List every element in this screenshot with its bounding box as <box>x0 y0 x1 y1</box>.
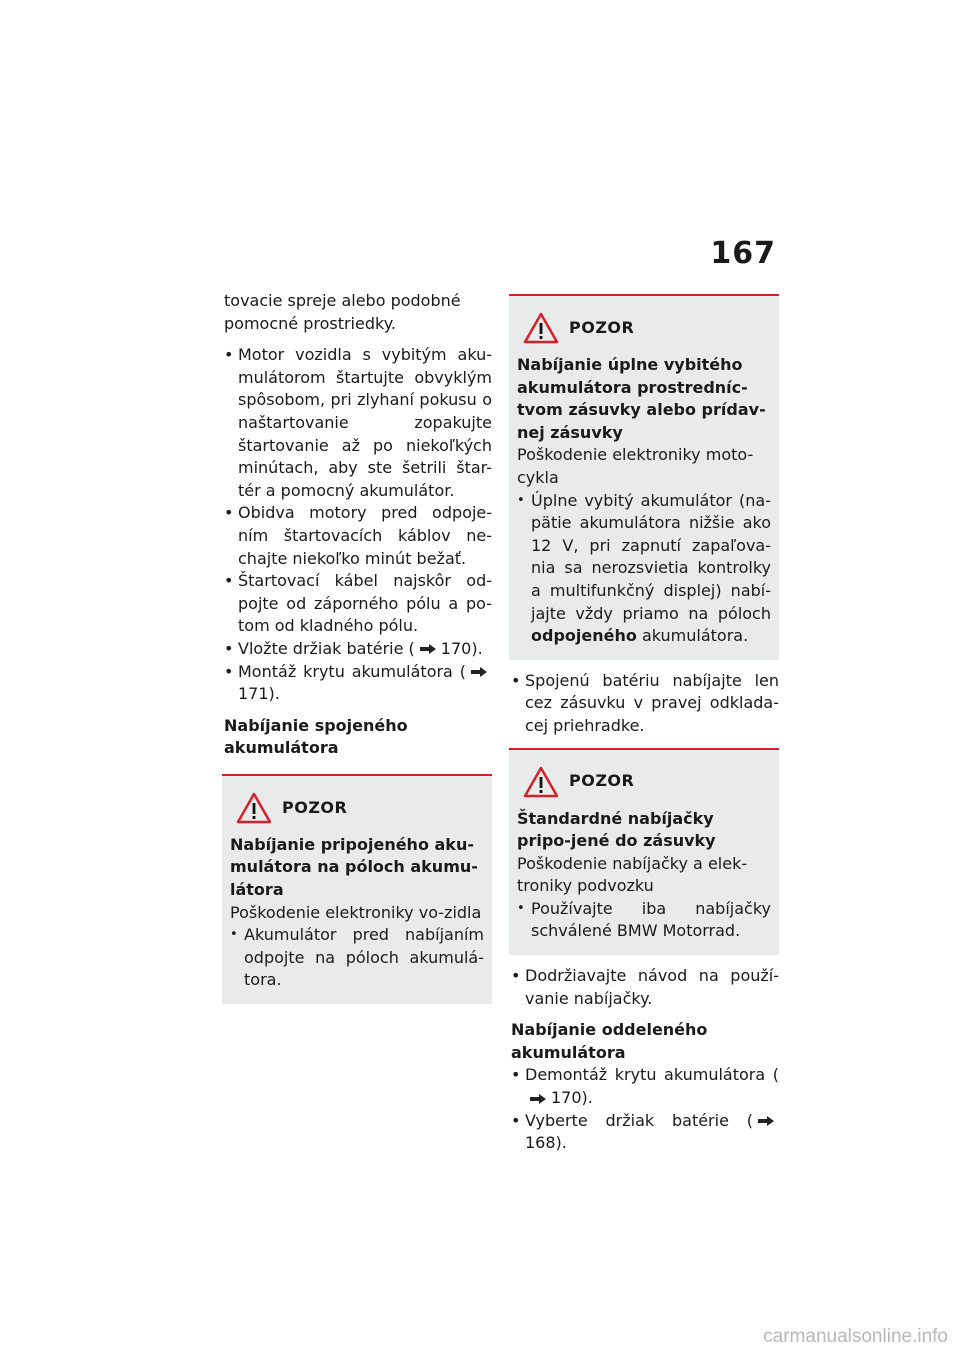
list-item: • Dodržiavajte návod na použí-vanie nabíjačky. <box>511 965 779 1010</box>
warning-triangle-icon <box>236 792 272 824</box>
warning-box <box>509 748 779 956</box>
warning-header <box>517 762 771 802</box>
warning-bullet: • Akumulátor pred nabíjaním odpojte na póloch akumulá-tora. <box>230 924 484 992</box>
warning-consequence: Poškodenie elektroniky vo-zidla <box>230 902 482 922</box>
ref-text: Montáž krytu akumulátora ( <box>238 661 466 681</box>
left-column <box>224 290 492 1014</box>
list-item: • Obidva motory pred odpoje-ním štartovacích káblov ne-chajte niekoľko minút bežať. <box>224 502 492 570</box>
ref-close: ). <box>581 1088 593 1108</box>
warning-triangle-icon <box>523 766 559 798</box>
ref-close: ). <box>268 684 280 704</box>
warning-title: Štandardné nabíjačky pripo-jené do zásuvky <box>517 808 716 851</box>
page-reference-link[interactable]: 171 <box>238 684 269 704</box>
section-heading: Nabíjanie spojeného akumulátora <box>224 715 408 758</box>
ref-text: Demontáž krytu akumulátora ( <box>525 1065 779 1085</box>
warning-bullet: • Používajte iba nabíjačky schválené BMW Motorrad. <box>517 898 771 943</box>
warning-title: Nabíjanie pripojeného aku-mulátora na póloch akumu-látora <box>230 834 478 900</box>
list-item <box>511 1110 779 1155</box>
warning-box <box>222 774 492 1004</box>
warning-bullet-text: Úplne vybitý akumulátor (na-pätie akumulátora nižšie ako 12 V, pri zapnutí zapaľova-nia sa nerozsvietia kontrolky a multifunkčný displej) nabí-jajte vždy priamo na póloch <box>531 490 771 623</box>
warning-consequence: Poškodenie nabíjačky a elek-troniky podvozku <box>517 853 748 896</box>
arrow-right-icon <box>757 1116 775 1126</box>
warning-bullet-end: akumulátora. <box>641 626 749 646</box>
warning-label: POZOR <box>569 317 635 337</box>
ref-close: ). <box>471 638 483 658</box>
list-item <box>224 661 492 706</box>
ref-text: Vyberte držiak batérie ( <box>525 1110 753 1130</box>
arrow-right-icon <box>470 667 488 677</box>
list-item <box>511 1064 779 1109</box>
ref-close: ). <box>555 1133 567 1153</box>
right-column <box>511 290 779 1155</box>
arrow-right-icon <box>529 1094 547 1104</box>
intro-text: tovacie spreje alebo podobné pomocné prostriedky. <box>224 291 461 333</box>
page-reference-link[interactable]: 168 <box>525 1133 556 1153</box>
warning-header <box>517 308 771 348</box>
warning-label: POZOR <box>569 771 635 791</box>
ref-text: Vložte držiak batérie ( <box>238 638 415 658</box>
section-heading: Nabíjanie oddeleného akumulátora <box>511 1020 708 1062</box>
page-number: 167 <box>710 236 776 271</box>
list-item <box>224 638 492 661</box>
page-reference-link[interactable]: 170 <box>551 1088 582 1108</box>
warning-consequence: Poškodenie elektroniky moto-cykla <box>517 445 754 487</box>
warning-header <box>230 788 484 828</box>
page-reference-link[interactable]: 170 <box>440 638 472 658</box>
warning-bullet <box>517 490 771 648</box>
warning-title: Nabíjanie úplne vybitého akumulátora prostredníc-tvom zásuvky alebo prídav-nej zásuvky <box>517 355 766 442</box>
list-item: • Motor vozidla s vybitým aku-mulátorom štartujte obvyklým spôsobom, pri zlyhaní pokusu o naštartovanie zopakujte štartovanie až po niekoľkých minútach, aby ste šetrili štar-tér a pomocný akumulátor. <box>224 344 492 502</box>
warning-bullet-emphasis: odpojeného <box>531 626 637 646</box>
watermark[interactable]: carmanualsonline.info <box>763 1326 948 1347</box>
arrow-right-icon <box>419 644 437 654</box>
warning-triangle-icon <box>523 312 559 344</box>
list-item: • Spojenú batériu nabíjajte len cez zásuvku v pravej odklada-cej priehradke. <box>511 670 779 738</box>
list-item: • Štartovací kábel najskôr od-pojte od záporného pólu a po-tom od kladného pólu. <box>224 570 492 638</box>
warning-label: POZOR <box>282 797 348 817</box>
warning-box <box>509 294 779 660</box>
